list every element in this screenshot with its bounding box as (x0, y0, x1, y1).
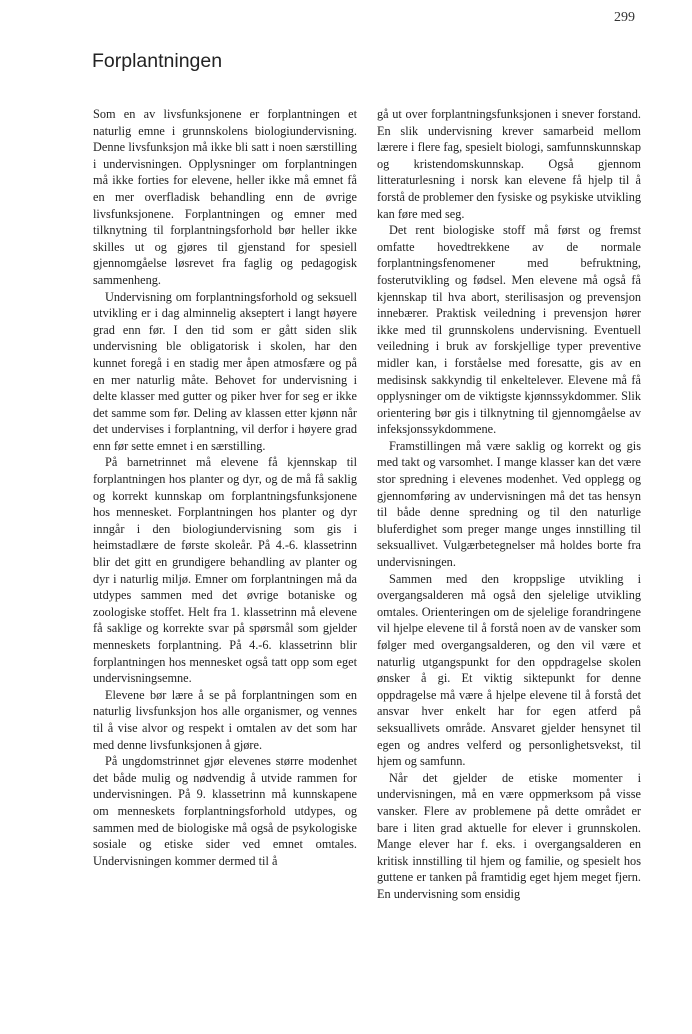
paragraph: Elevene bør lære å se på forplantningen som en naturlig livsfunksjon hos alle organismer, og vennes til å vise alvor og respekt i omtalen av det som har med denne livsfunksjonen å gjøre. (93, 687, 357, 752)
paragraph: Som en av livsfunksjonene er forplantningen et naturlig emne i grunnskolens biologiundervisning. Denne livsfunksjon må ikke bli satt i noen særstilling i undervisningen. Opplysninger om forplantningen må ikke forties for elevene, heller ikke må emnet få en mer overfladisk behandling enn de øvrige livsfunksjonene. Forplantningen og emner med tilknytning til forplantningsforhold bør heller ikke skilles ut og gjøres til gjenstand for spesiell gjennomgåelse løsrevet fra faglig og pedagogisk sammenheng. (93, 107, 357, 287)
paragraph: På ungdomstrinnet gjør elevenes større modenhet det både mulig og nødvendig å utvide rammen for undervisningen. På 9. klassetrinn må kunnskapene om menneskets forplantningsforhold utdypes, og sammen med de biologiske må også de psykologiske sosiale og etiske sider ved emnet omtales. Undervisningen kommer dermed til å (93, 754, 357, 868)
paragraph: Undervisning om forplantningsforhold og seksuell utvikling er i dag alminnelig akseptert i langt høyere grad enn før. I den tid som er gått siden slik undervisning ble obligatorisk i skolen, har den kunnet foregå i en stadig mer åpen atmosfære og på en mer naturlig måte. Behovet for undervisning i delte klasser med gutter og piker hver for seg er ikke det samme som før. Deling av klassen etter kjønn når det undervises i forplantning, vil derfor i høyere grad enn før sette emnet i en særstilling. (93, 289, 357, 453)
page-number: 299 (614, 10, 635, 25)
paragraph: På barnetrinnet må elevene få kjennskap til forplantningen hos planter og dyr, og de må få saklig og korrekt kunnskap om forplantningsfunksjonene hos mennesket. Forplantningen hos planter og dyr inngår i den biologiundervisning som gis i heimstadlære de første skoleår. På 4.-6. klassetrinn blir det gitt en grundigere behandling av planter og dyr i naturlig miljø. Emner om forplantningen må da utdypes sammen med det øvrige botaniske og zoologiske stoffet. Helt fra 1. klassetrinn må elevene få saklige og korrekte svar på spørsmål som gjelder menneskets forplantning. På 4.-6. klassetrinn blir forplantningen hos mennesket også tatt opp som eget undervisningsemne. (93, 455, 357, 686)
chapter-title: Forplantningen (92, 50, 223, 72)
left-column (93, 106, 357, 903)
text-columns (93, 106, 641, 903)
paragraph: Når det gjelder de etiske momenter i undervisningen, må en være oppmerksom på visse vansker. Flere av problemene på dette området er bare i liten grad aktuelle for elever i grunnskolen. Mange elever har f. eks. i overgangsalderen en kritisk innstilling til hjem og familie, og spesielt hos guttene er tanken på framtidig eget hjem meget fjern. En undervisning som ensidig (377, 770, 641, 901)
paragraph: Framstillingen må være saklig og korrekt og gis med takt og varsomhet. I mange klasser kan det være stor spredning i elevenes modenhet. Ved opplegg og gjennomføring av undervisningen må det tas hensyn til både denne spredning og til den naturlige bluferdighet som preger mange unges innstilling til seksuallivet. Vulgærbetegnelser må holdes borte fra undervisningen. (377, 438, 641, 570)
paragraph: gå ut over forplantningsfunksjonen i snever forstand. En slik undervisning krever samarbeid mellom lærere i flere fag, spesielt biologi, samfunnskunnskap og kristendomskunnskap. Også gjennom litteraturlesning i norsk kan elevene få hjelp til å forstå de problemer den fysiske og psykiske utvikling kan føre med seg. (377, 107, 641, 221)
paragraph: Det rent biologiske stoff må først og fremst omfatte hovedtrekkene av de normale forplantningsfenomener med befruktning, fosterutvikling og fødsel. Men elevene må også få kjennskap til hva abort, sterilisasjon og prevensjon innebærer. Praktisk veiledning i prevensjon hører ikke med til grunnskolens undervisning. Eventuell veiledning i bruk av forskjellige typer preventive midler kan, i forståelse med foresatte, gis av en medisinsk sakkyndig til enkeltelever. Elevene må få opplysninger om de viktigste kjønnssykdommer. Slik orientering bør gis i tilknytning til gjennomgåelse av infeksjonssykdommene. (377, 223, 641, 437)
right-column (377, 106, 641, 903)
paragraph: Sammen med den kroppslige utvikling i overgangsalderen må også den sjelelige utvikling omtales. Orienteringen om de sjelelige forandringene vil hjelpe elevene til å forstå noen av de vansker som følger med overgangsalderen, og den vil være et naturlig utgangspunkt for den oppdragelse skolen ønsker å gi. Et viktig siktepunkt for denne oppdragelse må være å hjelpe elevene til å forstå det ansvar hver enkelt har for egen atferd på seksuallivets område. Ansvaret gjelder hensynet til egen og andres velferd og personlighetsvekst, til hjem og samfunn. (377, 571, 641, 769)
